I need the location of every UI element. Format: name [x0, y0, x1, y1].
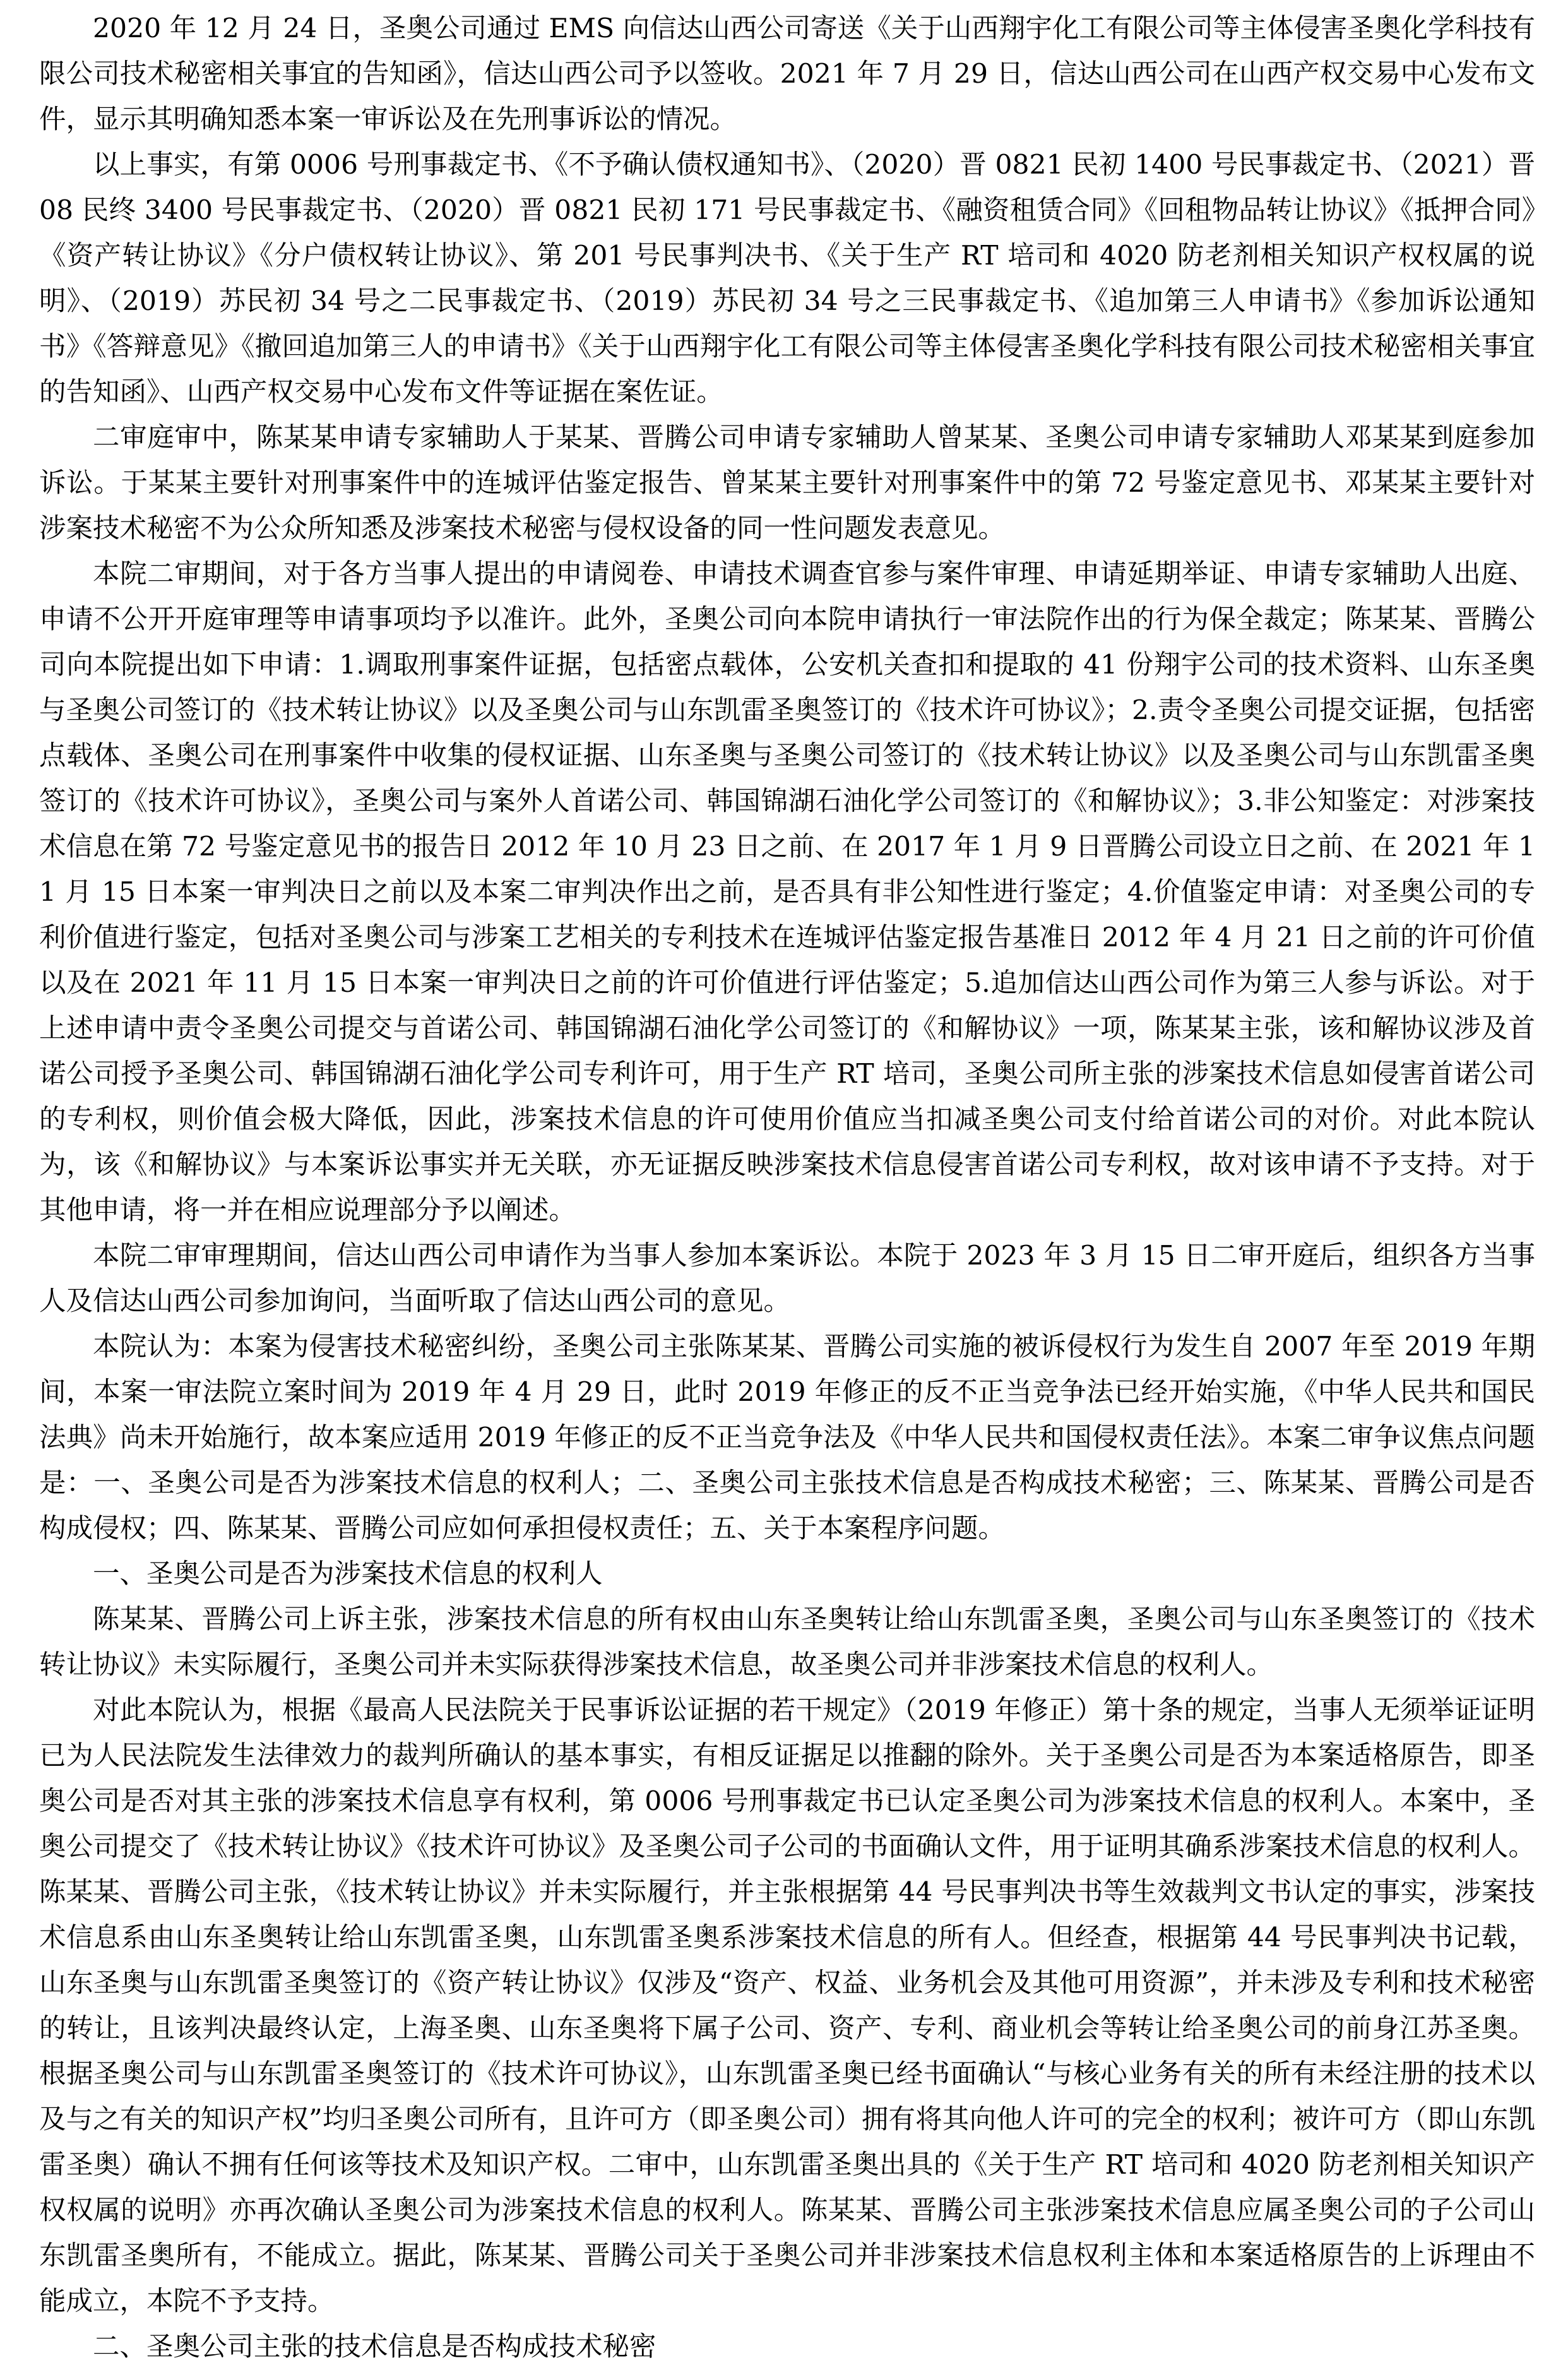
paragraph-expert-assistants: 二审庭审中，陈某某申请专家辅助人于某某、晋腾公司申请专家辅助人曾某某、圣奥公司申请专家辅助人邓某某到庭参加诉讼。于某某主要针对刑事案件中的连城评估鉴定报告、曾某某主要针对刑事案件中的第 72 号鉴定意见书、邓某某主要针对涉案技术秘密不为公众所知悉及涉案技术秘密与侵权设备的同一性问题发表意见。 — [39, 422, 1535, 544]
paragraph-court-analysis: 对此本院认为，根据《最高人民法院关于民事诉讼证据的若干规定》（2019 年修正）第十条的规定，当事人无须举证证明已为人民法院发生法律效力的裁判所确认的基本事实，有相反证据足以推翻的除外。关于圣奥公司是否为本案适格原告，即圣奥公司是否对其主张的涉案技术信息享有权利，第 0006 号刑事裁定书已认定圣奥公司为涉案技术信息的权利人。本案中，圣奥公司提交了《技术转让协议》《技术许可协议》及圣奥公司子公司的书面确认文件，用于证明其确系涉案技术信息的权利人。陈某某、晋腾公司主张，《技术转让协议》并未实际履行，并主张根据第 44 号民事判决书等生效裁判文书认定的事实，涉案技术信息系由山东圣奥转让给山东凯雷圣奥，山东凯雷圣奥系涉案技术信息的所有人。但经查，根据第 44 号民事判决书记载，山东圣奥与山东凯雷圣奥签订的《资产转让协议》仅涉及“资产、权益、业务机会及其他可用资源”，并未涉及专利和技术秘密的转让，且该判决最终认定，上海圣奥、山东圣奥将下属子公司、资产、专利、商业机会等转让给圣奥公司的前身江苏圣奥。根据圣奥公司与山东凯雷圣奥签订的《技术许可协议》，山东凯雷圣奥已经书面确认“与核心业务有关的所有未经注册的技术以及与之有关的知识产权”均归圣奥公司所有，且许可方（即圣奥公司）拥有将其向他人许可的完全的权利；被许可方（即山东凯雷圣奥）确认不拥有任何该等技术及知识产权。二审中，山东凯雷圣奥出具的《关于生产 RT 培司和 4020 防老剂相关知识产权权属的说明》亦再次确认圣奥公司为涉案技术信息的权利人。陈某某、晋腾公司主张涉案技术信息应属圣奥公司的子公司山东凯雷圣奥所有，不能成立。据此，陈某某、晋腾公司关于圣奥公司并非涉案技术信息权利主体和本案适格原告的上诉理由不能成立，本院不予支持。 — [39, 1695, 1535, 2317]
paragraph-evidence-list: 以上事实，有第 0006 号刑事裁定书、《不予确认债权通知书》、（2020）晋 0821 民初 1400 号民事裁定书、（2021）晋 08 民终 3400 号民事裁定书、（2020）晋 0821 民初 171 号民事裁定书、《融资租赁合同》《回租物品转让协议》《抵押合同》《资产转让协议》《分户债权转让协议》、第 201 号民事判决书、《关于生产 RT 培司和 4020 防老剂相关知识产权权属的说明》、（2019）苏民初 34 号之二民事裁定书、（2019）苏民初 34 号之三民事裁定书、《追加第三人申请书》《参加诉讼通知书》《答辩意见》《撤回追加第三人的申请书》《关于山西翔宇化工有限公司等主体侵害圣奥化学科技有限公司技术秘密相关事宜的告知函》、山西产权交易中心发布文件等证据在案佐证。 — [39, 150, 1535, 408]
section-heading-rights-holder: 一、圣奥公司是否为涉案技术信息的权利人 — [93, 1559, 603, 1590]
section-heading-trade-secret: 二、圣奥公司主张的技术信息是否构成技术秘密 — [93, 2331, 656, 2362]
paragraph-xinda-participation: 本院二审审理期间，信达山西公司申请作为当事人参加本案诉讼。本院于 2023 年 3 月 15 日二审开庭后，组织各方当事人及信达山西公司参加询问，当面听取了信达山西公司的意见。 — [39, 1241, 1535, 1317]
document-page — [39, 6, 1535, 2370]
paragraph-court-opinion: 本院认为：本案为侵害技术秘密纠纷，圣奥公司主张陈某某、晋腾公司实施的被诉侵权行为发生自 2007 年至 2019 年期间，本案一审法院立案时间为 2019 年 4 月 29 日，此时 2019 年修正的反不正当竞争法已经开始实施，《中华人民共和国民法典》尚未开始施行，故本案应适用 2019 年修正的反不正当竞争法及《中华人民共和国侵权责任法》。本案二审争议焦点问题是：一、圣奥公司是否为涉案技术信息的权利人；二、圣奥公司主张技术信息是否构成技术秘密；三、陈某某、晋腾公司是否构成侵权；四、陈某某、晋腾公司应如何承担侵权责任；五、关于本案程序问题。 — [39, 1331, 1535, 1544]
paragraph-receipt-of-notice: 2020 年 12 月 24 日，圣奥公司通过 EMS 向信达山西公司寄送《关于山西翔宇化工有限公司等主体侵害圣奥化学科技有限公司技术秘密相关事宜的告知函》，信达山西公司予以签收。2021 年 7 月 29 日，信达山西公司在山西产权交易中心发布文件，显示其明确知悉本案一审诉讼及在先刑事诉讼的情况。 — [39, 13, 1535, 135]
paragraph-applications: 本院二审期间，对于各方当事人提出的申请阅卷、申请技术调查官参与案件审理、申请延期举证、申请专家辅助人出庭、申请不公开开庭审理等申请事项均予以准许。此外，圣奥公司向本院申请执行一审法院作出的行为保全裁定；陈某某、晋腾公司向本院提出如下申请：1.调取刑事案件证据，包括密点载体，公安机关查扣和提取的 41 份翔宇公司的技术资料、山东圣奥与圣奥公司签订的《技术转让协议》以及圣奥公司与山东凯雷圣奥签订的《技术许可协议》；2.责令圣奥公司提交证据，包括密点载体、圣奥公司在刑事案件中收集的侵权证据、山东圣奥与圣奥公司签订的《技术转让协议》以及圣奥公司与山东凯雷圣奥签订的《技术许可协议》，圣奥公司与案外人首诺公司、韩国锦湖石油化学公司签订的《和解协议》；3.非公知鉴定：对涉案技术信息在第 72 号鉴定意见书的报告日 2012 年 10 月 23 日之前、在 2017 年 1 月 9 日晋腾公司设立日之前、在 2021 年 11 月 15 日本案一审判决日之前以及本案二审判决作出之前，是否具有非公知性进行鉴定；4.价值鉴定申请：对圣奥公司的专利价值进行鉴定，包括对圣奥公司与涉案工艺相关的专利技术在连城评估鉴定报告基准日 2012 年 4 月 21 日之前的许可价值以及在 2021 年 11 月 15 日本案一审判决日之前的许可价值进行评估鉴定；5.追加信达山西公司作为第三人参与诉讼。对于上述申请中责令圣奥公司提交与首诺公司、韩国锦湖石油化学公司签订的《和解协议》一项，陈某某主张，该和解协议涉及首诺公司授予圣奥公司、韩国锦湖石油化学公司专利许可，用于生产 RT 培司，圣奥公司所主张的涉案技术信息如侵害首诺公司的专利权，则价值会极大降低，因此，涉案技术信息的许可使用价值应当扣减圣奥公司支付给首诺公司的对价。对此本院认为，该《和解协议》与本案诉讼事实并无关联，亦无证据反映涉案技术信息侵害首诺公司专利权，故对该申请不予支持。对于其他申请，将一并在相应说理部分予以阐述。 — [39, 559, 1535, 1226]
paragraph-appeal-claim: 陈某某、晋腾公司上诉主张，涉案技术信息的所有权由山东圣奥转让给山东凯雷圣奥，圣奥公司与山东圣奥签订的《技术转让协议》未实际履行，圣奥公司并未实际获得涉案技术信息，故圣奥公司并非涉案技术信息的权利人。 — [39, 1604, 1535, 1681]
